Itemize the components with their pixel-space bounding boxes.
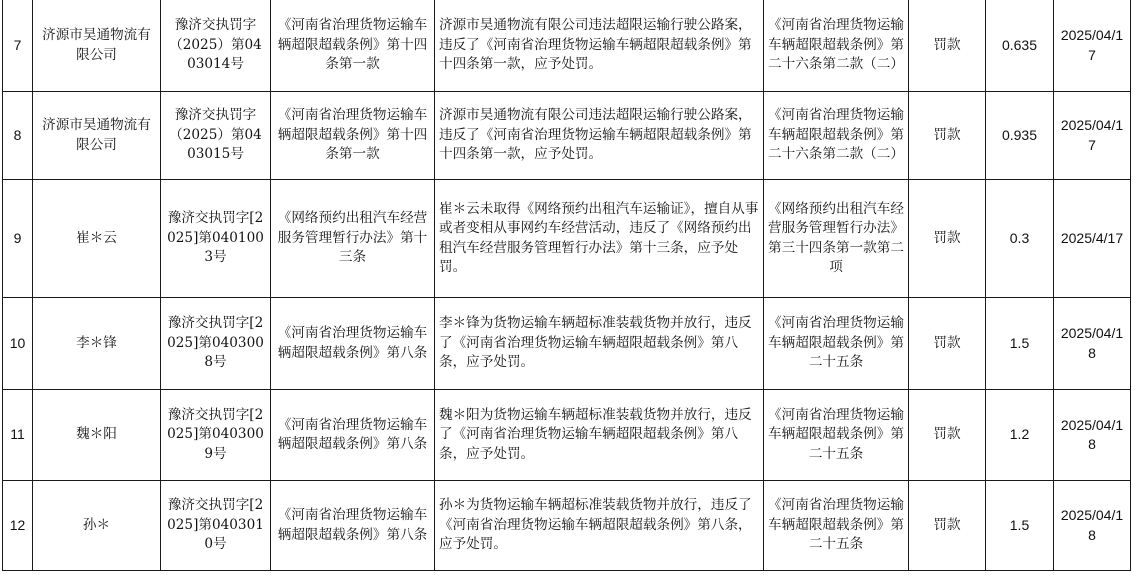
legal-basis: 《河南省治理货物运输车辆超限超载条例》第八条 <box>271 390 435 481</box>
row-index: 8 <box>3 92 33 180</box>
violation-facts: 济源市昊通物流有限公司违法超限运输行驶公路案，违反了《河南省治理货物运输车辆超限超载条例》第十四条第一款，应予处罚。 <box>435 0 764 92</box>
row-index: 7 <box>3 0 33 92</box>
decision-number: 豫济交执罚字[2025]第0401003号 <box>161 180 271 298</box>
decision-date: 2025/04/17 <box>1054 92 1131 180</box>
table-row <box>3 0 1131 92</box>
decision-number: 豫济交执罚字（2025）第0403014号 <box>161 0 271 92</box>
penalty-amount: 0.3 <box>986 180 1054 298</box>
row-index: 9 <box>3 180 33 298</box>
decision-date: 2025/04/17 <box>1054 0 1131 92</box>
penalty-amount: 0.635 <box>986 0 1054 92</box>
row-index: 12 <box>3 481 33 571</box>
table-row <box>3 481 1131 571</box>
penalty-table <box>2 0 1131 571</box>
violation-facts: 崔＊云未取得《网络预约出租汽车运输证》，擅自从事或者变相从事网约车经营活动，违反了《网络预约出租汽车经营服务管理暂行办法》第十三条，应予处罚。 <box>435 180 764 298</box>
party-name: 济源市昊通物流有限公司 <box>33 0 161 92</box>
legal-basis: 《河南省治理货物运输车辆超限超载条例》第八条 <box>271 298 435 390</box>
decision-date: 2025/04/18 <box>1054 390 1131 481</box>
penalty-type: 罚款 <box>909 180 986 298</box>
row-index: 10 <box>3 298 33 390</box>
party-name: 崔＊云 <box>33 180 161 298</box>
penalty-type: 罚款 <box>909 92 986 180</box>
party-name: 魏＊阳 <box>33 390 161 481</box>
decision-number: 豫济交执罚字[2025]第0403010号 <box>161 481 271 571</box>
party-name: 李＊锋 <box>33 298 161 390</box>
decision-date: 2025/04/18 <box>1054 481 1131 571</box>
penalty-type: 罚款 <box>909 298 986 390</box>
legal-basis: 《河南省治理货物运输车辆超限超载条例》第十四条第一款 <box>271 92 435 180</box>
legal-basis: 《河南省治理货物运输车辆超限超载条例》第八条 <box>271 481 435 571</box>
violation-facts: 李＊锋为货物运输车辆超标准装载货物并放行，违反了《河南省治理货物运输车辆超限超载条例》第八条，应予处罚。 <box>435 298 764 390</box>
penalty-amount: 1.2 <box>986 390 1054 481</box>
table-row <box>3 92 1131 180</box>
penalty-type: 罚款 <box>909 481 986 571</box>
penalty-amount: 1.5 <box>986 481 1054 571</box>
party-name: 济源市昊通物流有限公司 <box>33 92 161 180</box>
penalty-amount: 0.935 <box>986 92 1054 180</box>
legal-basis: 《网络预约出租汽车经营服务管理暂行办法》第十三条 <box>271 180 435 298</box>
violation-facts: 魏＊阳为货物运输车辆超标准装载货物并放行，违反了《河南省治理货物运输车辆超限超载条例》第八条，应予处罚。 <box>435 390 764 481</box>
row-index: 11 <box>3 390 33 481</box>
penalty-basis: 《河南省治理货物运输车辆超限超载条例》第二十五条 <box>764 481 909 571</box>
decision-number: 豫济交执罚字（2025）第0403015号 <box>161 92 271 180</box>
violation-facts: 孙＊为货物运输车辆超标准装载货物并放行，违反了《河南省治理货物运输车辆超限超载条例》第八条，应予处罚。 <box>435 481 764 571</box>
penalty-type: 罚款 <box>909 0 986 92</box>
violation-facts: 济源市昊通物流有限公司违法超限运输行驶公路案，违反了《河南省治理货物运输车辆超限超载条例》第十四条第一款，应予处罚。 <box>435 92 764 180</box>
penalty-basis: 《河南省治理货物运输车辆超限超载条例》第二十五条 <box>764 390 909 481</box>
penalty-basis: 《网络预约出租汽车经营服务管理暂行办法》第三十四条第一款第二项 <box>764 180 909 298</box>
party-name: 孙＊ <box>33 481 161 571</box>
penalty-basis: 《河南省治理货物运输车辆超限超载条例》第二十六条第二款（二） <box>764 0 909 92</box>
table-row <box>3 180 1131 298</box>
decision-number: 豫济交执罚字[2025]第0403009号 <box>161 390 271 481</box>
decision-date: 2025/04/18 <box>1054 298 1131 390</box>
legal-basis: 《河南省治理货物运输车辆超限超载条例》第十四条第一款 <box>271 0 435 92</box>
penalty-basis: 《河南省治理货物运输车辆超限超载条例》第二十六条第二款（二） <box>764 92 909 180</box>
penalty-amount: 1.5 <box>986 298 1054 390</box>
penalty-basis: 《河南省治理货物运输车辆超限超载条例》第二十五条 <box>764 298 909 390</box>
penalty-type: 罚款 <box>909 390 986 481</box>
decision-number: 豫济交执罚字[2025]第0403008号 <box>161 298 271 390</box>
table-row <box>3 298 1131 390</box>
table-row <box>3 390 1131 481</box>
decision-date: 2025/4/17 <box>1054 180 1131 298</box>
